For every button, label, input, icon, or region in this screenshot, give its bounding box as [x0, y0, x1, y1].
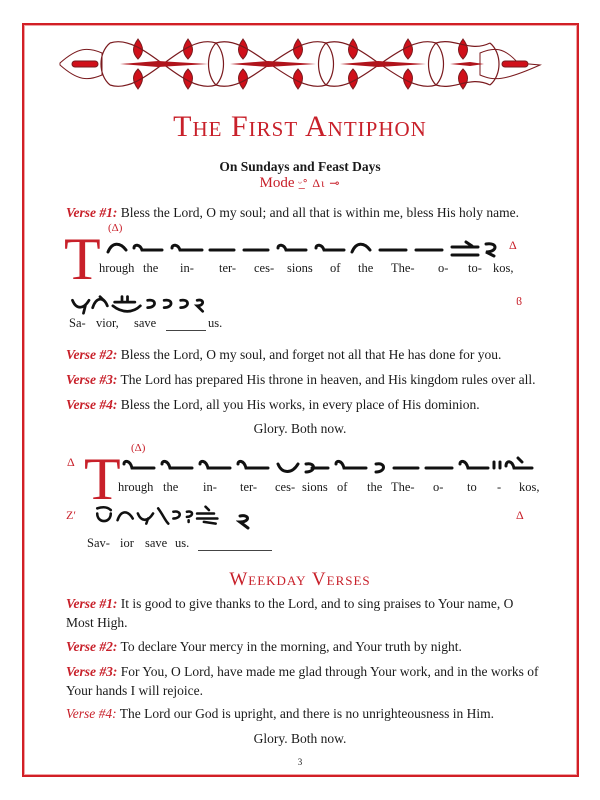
- syllable: to-: [468, 261, 482, 275]
- weekday-verse-2: [66, 637, 542, 656]
- verse-text: Bless the Lord, O my soul, and forget not all that He has done for you.: [120, 347, 502, 362]
- syllable: o-: [433, 480, 444, 494]
- martyria-end-line-2-icon: ϐ: [516, 294, 523, 308]
- neume-line-2-icon: [64, 293, 224, 315]
- syllable: ior: [120, 536, 134, 550]
- syllable: sions: [302, 480, 328, 494]
- verse-text: Bless the Lord, O my soul; and all that is within me, bless His holy name.: [120, 205, 519, 220]
- weekday-verse-3: [66, 662, 542, 700]
- martyria-end-line-1-icon: Δ: [509, 238, 517, 252]
- martyria-line-4-end-icon: Δ: [516, 508, 524, 522]
- verse-text: Bless the Lord, all you His works, in every place of His dominion.: [120, 397, 480, 412]
- syllable: vior,: [96, 316, 119, 330]
- verse-label: Verse #1:: [66, 205, 118, 220]
- sunday-verse-4: [66, 395, 542, 414]
- syllable: us.: [175, 536, 190, 550]
- sunday-verse-2: [66, 345, 542, 364]
- syllable: ter-: [219, 261, 237, 275]
- weekday-verse-4: [66, 704, 542, 723]
- martyria-start-icon: Δ: [67, 455, 75, 469]
- syllable: the: [143, 261, 159, 275]
- syllable: in-: [180, 261, 194, 275]
- syllable: the: [358, 261, 374, 275]
- syllable: Sav-: [87, 536, 110, 550]
- mode-signature-icon: ᵕ̲̲ᐤ Δι ⊸: [298, 176, 341, 190]
- neume-line-4-icon: [84, 505, 234, 527]
- mode-label: Mode: [259, 175, 295, 191]
- syllable: in-: [203, 480, 217, 494]
- delta-mark: (Δ): [131, 442, 146, 454]
- syllable-blank: [166, 316, 206, 331]
- syllable: save: [134, 316, 157, 330]
- interlace-ornament-icon: [58, 33, 542, 95]
- syllable: kos,: [493, 261, 514, 275]
- verse-label: Verse #4:: [66, 706, 117, 721]
- syllable: kos,: [519, 480, 540, 494]
- verse-label: Verse #3:: [66, 372, 118, 387]
- subtitle: On Sundays and Feast Days: [219, 159, 381, 174]
- verse-text: It is good to give thanks to the Lord, and to sing praises to Your name, O Most High.: [66, 596, 514, 630]
- syllable: o-: [438, 261, 449, 275]
- syllable: the: [163, 480, 179, 494]
- drop-cap: T: [84, 446, 121, 512]
- weekday-verse-1: [66, 594, 542, 632]
- sunday-verse-3: [66, 370, 542, 389]
- syllable: The-: [391, 480, 415, 494]
- syllable: ces-: [254, 261, 275, 275]
- neume-line-1-icon: [106, 238, 526, 260]
- syllable: The-: [391, 261, 415, 275]
- neume-line-4-end-icon: [236, 510, 258, 532]
- syllable: the: [367, 480, 383, 494]
- mode-line: [0, 175, 600, 192]
- drop-cap: T: [64, 226, 101, 292]
- glory-both-now: Glory. Both now.: [253, 421, 347, 436]
- verse-label: Verse #2:: [66, 347, 118, 362]
- martyria-line-4-start-icon: Z′: [66, 508, 76, 522]
- syllable: save: [145, 536, 168, 550]
- syllable: hrough: [99, 261, 135, 275]
- section-title-weekday: Weekday Verses: [229, 569, 371, 590]
- syllable: ces-: [275, 480, 296, 494]
- verse-text: The Lord our God is upright, and there is no unrighteousness in Him.: [119, 706, 494, 721]
- syllable: -: [497, 480, 502, 494]
- syllable: hrough: [118, 480, 154, 494]
- verse-text: To declare Your mercy in the morning, and Your truth by night.: [120, 639, 462, 654]
- syllable: sions: [287, 261, 313, 275]
- delta-mark: (Δ): [108, 222, 123, 234]
- verse-text: For You, O Lord, have made me glad through Your work, and in the works of Your hands I will rejoice.: [66, 664, 539, 698]
- verse-label: Verse #3:: [66, 664, 118, 679]
- verse-label: Verse #2:: [66, 639, 118, 654]
- syllable: to: [467, 480, 477, 494]
- glory-both-now-weekday: Glory. Both now.: [253, 731, 347, 746]
- verse-label: Verse #1:: [66, 596, 118, 611]
- page-number: 3: [297, 757, 303, 767]
- page-title: The First Antiphon: [173, 110, 427, 143]
- syllable: Sa-: [69, 316, 86, 330]
- verse-text: The Lord has prepared His throne in heaven, and His kingdom rules over all.: [120, 372, 536, 387]
- syllable: us.: [208, 316, 223, 330]
- syllable-blank: [198, 536, 272, 551]
- neume-line-3-icon: [122, 456, 534, 478]
- syllable: of: [337, 480, 348, 494]
- sunday-verse-1: [66, 203, 542, 222]
- verse-label: Verse #4:: [66, 397, 118, 412]
- syllable: of: [330, 261, 341, 275]
- syllable: ter-: [240, 480, 258, 494]
